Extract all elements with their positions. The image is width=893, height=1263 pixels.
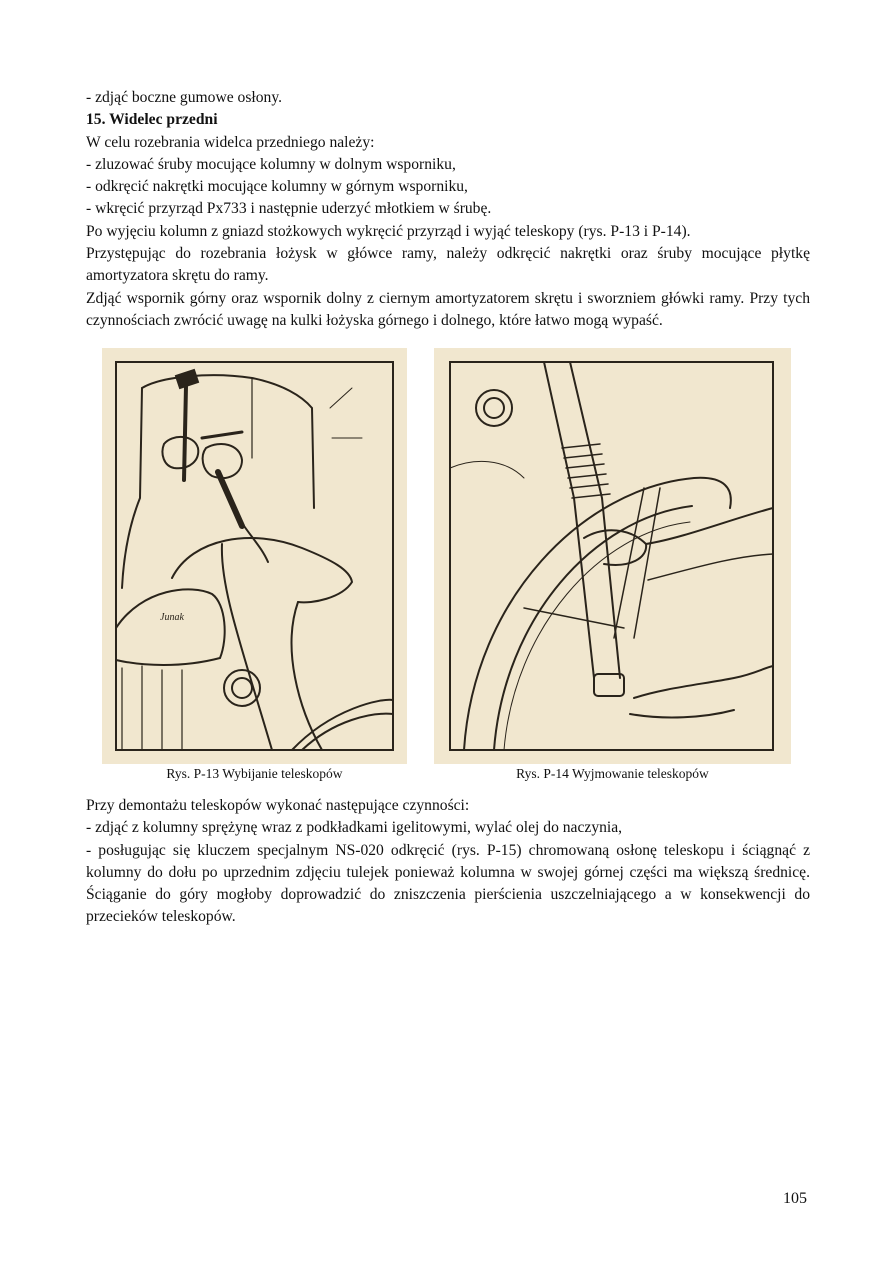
paragraph: - zluzować śruby mocujące kolumny w dolnym wsporniku, [86,155,456,173]
tank-label: Junak [160,612,184,623]
bottom-text-block [86,795,810,929]
paragraph: - zdjąć boczne gumowe osłony. [86,89,283,106]
paragraph: Przy demontażu teleskopów wykonać następujące czynności: [86,797,470,814]
paragraph: Przystępując do rozebrania łożysk w główce ramy, należy odkręcić nakrętki oraz śruby mocujące płytkę amortyzatora skrętu do ramy. [86,245,810,285]
paragraph: - zdjąć z kolumny sprężynę wraz z podkładkami igelitowymi, wylać olej do naczynia, [86,819,623,837]
paragraph: Po wyjęciu kolumn z gniazd stożkowych wykręcić przyrząd i wyjąć teleskopy (rys. P-13 i P-14). [86,222,691,240]
drawing-hammering-telescopes [102,348,407,764]
section-heading: 15. Widelec przedni [86,111,218,129]
paragraph: Zdjąć wspornik górny oraz wspornik dolny z ciernym amortyzatorem skrętu i sworzniem główki ramy. Przy tych czynnościach zwrócić uwagę na kulki łożyska górnego i dolnego, które łatwo mogą wypaść. [86,289,810,329]
paragraph: - wkręcić przyrząd Px733 i następnie uderzyć młotkiem w śrubę. [86,200,492,218]
paragraph: - odkręcić nakrętki mocujące kolumny w górnym wsporniku, [86,178,468,196]
figure-p13-illustration [102,348,407,764]
figure-p14-illustration [434,348,791,764]
top-text-block [86,87,810,332]
figure-caption-p13: Rys. P-13 Wybijanie teleskopów [166,766,343,781]
drawing-removing-telescopes [434,348,791,764]
paragraph: W celu rozebrania widelca przedniego należy: [86,133,375,151]
page-number: 105 [783,1190,807,1207]
figure-caption-p14: Rys. P-14 Wyjmowanie teleskopów [516,766,709,781]
paragraph: - posługując się kluczem specjalnym NS-020 odkręcić (rys. P-15) chromowaną osłonę teleskopu i ściągnąć z kolumny do dołu po uprzednim zdjęciu tulejek ponieważ kolumna w swojej górnej części ma większą średnicę. Ściąganie do góry mogłoby doprowadzić do zniszczenia pierścienia uszczelniającego a w konsekwencji do przecieków teleskopów. [86,841,810,926]
